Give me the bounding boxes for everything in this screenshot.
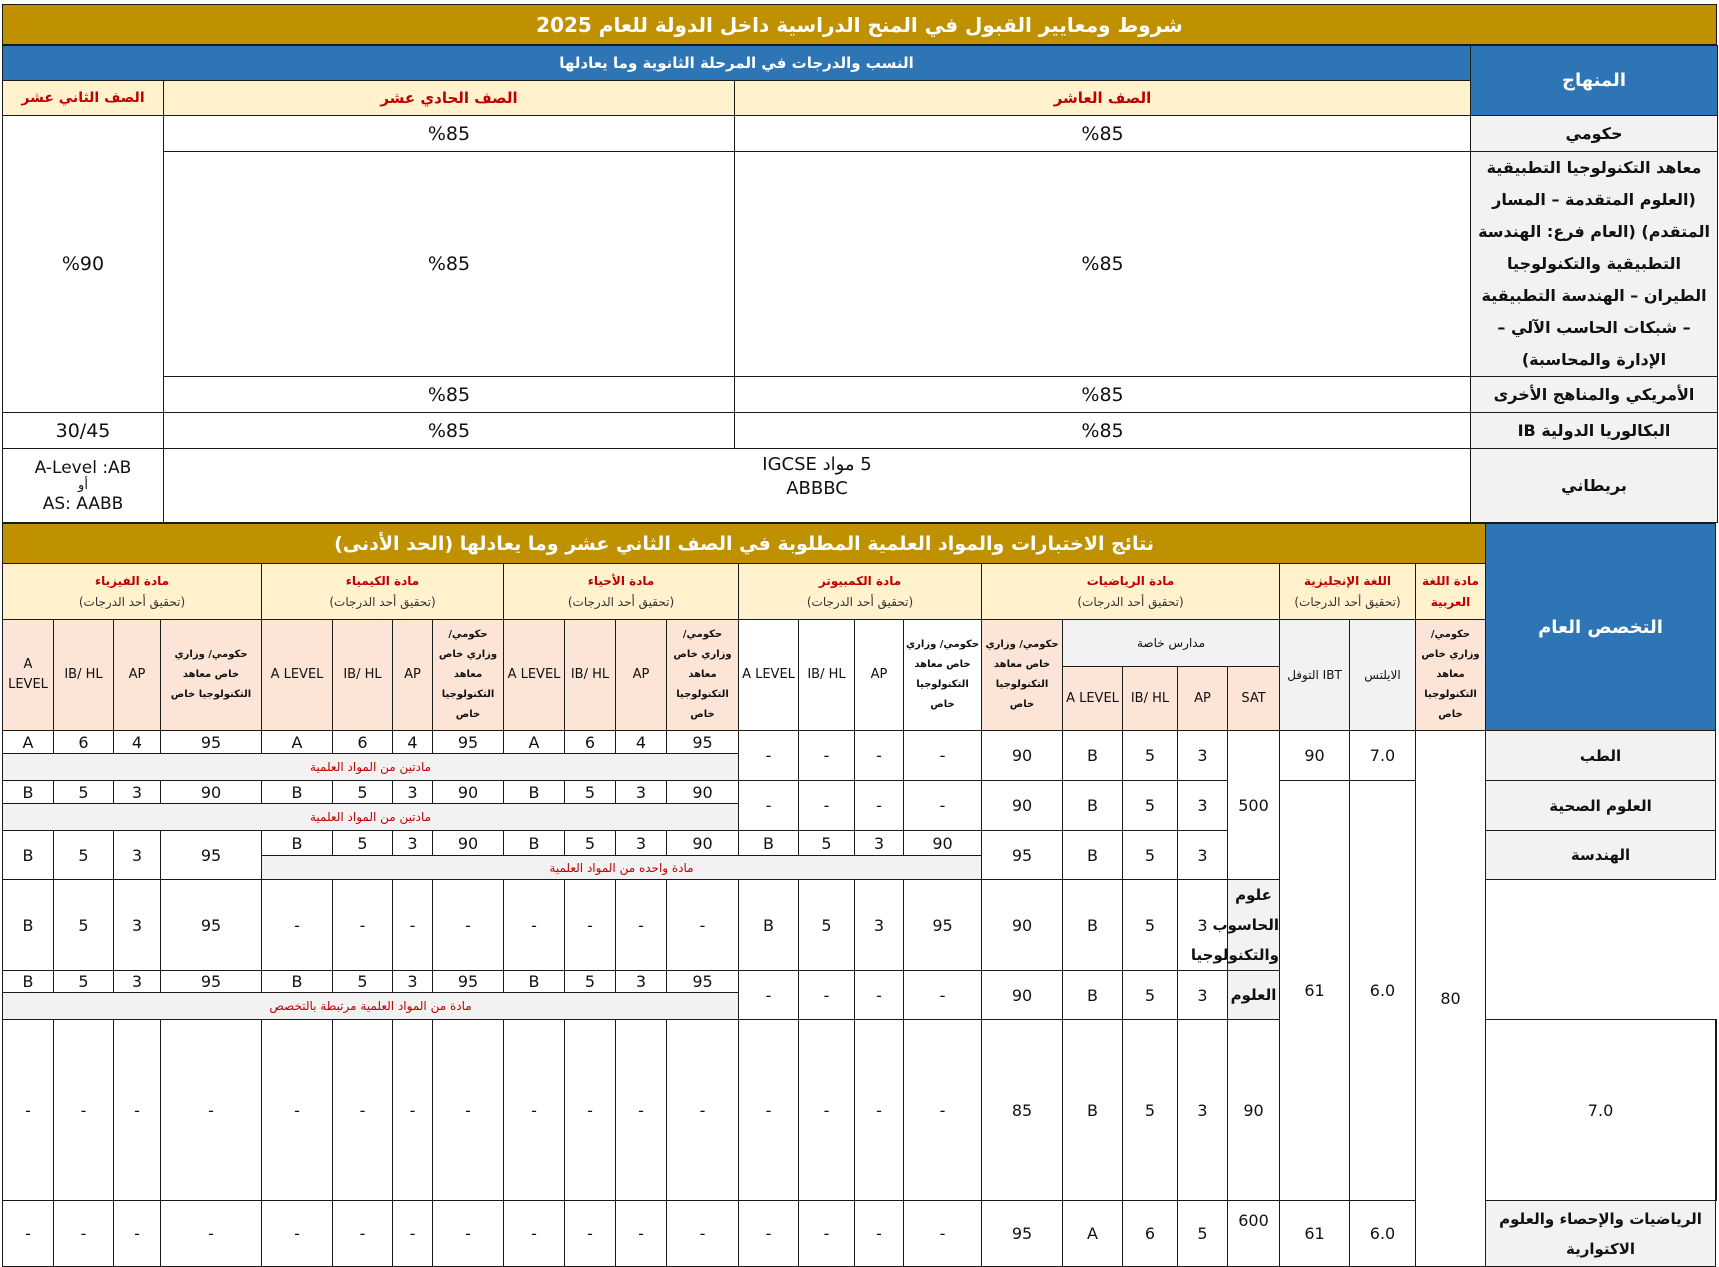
check-one-note: (تحقيق أحد الدرجات) [78,594,186,609]
physics-gov: - [161,1201,262,1267]
math-alevel: B [1063,1020,1123,1201]
computer-ap: 3 [855,880,904,971]
chemistry-gov: - [433,1201,504,1267]
specialty-medicine: الطب [1486,731,1716,781]
math-ap: 3 [1178,1020,1228,1201]
col-gov: حكومي/ وزاري خاص معاهد التكنولوجيا خاص [982,620,1063,731]
chemistry-alevel: - [262,1201,333,1267]
chemistry-ibhl: 6 [333,731,393,754]
physics-ap: 4 [114,731,161,754]
note-two-sciences: مادتين من المواد العلمية [3,754,739,781]
biology-ibhl: 5 [565,971,616,993]
physics-gov: 90 [161,781,262,804]
math-header [982,564,1280,620]
check-one-note: (تحقيق أحد الدرجات) [806,594,914,609]
computer-alevel: - [739,731,799,781]
physics-ibhl: 5 [54,781,114,804]
math-ibhl: 5 [1123,781,1178,831]
toefl-value: 61 [1280,781,1350,1201]
note-one-science: مادة واحده من المواد العلمية [262,856,982,880]
col-private-schools: مدارس خاصة [1063,620,1280,667]
physics-gov: 95 [161,831,262,880]
col-toefl: التوفل IBT [1280,620,1350,731]
ielts-value: 7.0 [1486,1020,1716,1201]
value-cell: 30/45 [3,413,164,449]
computer-alevel: B [739,831,799,856]
grade11-header: الصف الحادي عشر [164,81,735,116]
biology-ap: 4 [616,731,667,754]
biology-ibhl: - [565,1201,616,1267]
biology-ibhl: 5 [565,831,616,856]
physics-ap: 3 [114,971,161,993]
biology-alevel: B [504,971,565,993]
curriculum-tech-institutes: معاهد التكنولوجيا التطبيقية (العلوم المتقدمة – المسار المتقدم) (العام فرع: الهندسة التطبيقية والتكنولوجيا الطيران – الهندسة التطبيقية – شبكات الحاسب الآلي – الإدارة والمحاسبة) [1471,152,1718,377]
col-sat: SAT [1228,667,1280,731]
tests-table [2,523,1717,1267]
english-header [1280,564,1416,620]
chemistry-title: مادة الكيمياء [345,573,420,588]
col-gov: حكومي/ وزاري خاص معاهد التكنولوجيا خاص [1416,620,1486,731]
biology-gov: - [667,1201,739,1267]
physics-ibhl: - [54,1020,114,1201]
english-title: اللغة الإنجليزية [1304,573,1391,588]
chemistry-alevel: - [262,880,333,971]
arabic-value: 80 [1416,731,1486,1267]
col-ap: AP [855,620,904,731]
col-gov: حكومي/ وزاري خاص معاهد التكنولوجيا خاص [904,620,982,731]
physics-ap: 3 [114,831,161,880]
physics-header [3,564,262,620]
biology-ap: - [616,1020,667,1201]
grades-header: النسب والدرجات في المرحلة الثانوية وما يعادلها [3,46,1471,81]
value-cell: %85 [164,377,735,413]
computer-gov: - [904,731,982,781]
physics-ibhl: 6 [54,731,114,754]
computer-gov: - [904,1201,982,1267]
curriculum-ib: البكالوريا الدولية IB [1471,413,1718,449]
specialty-label: التخصص العام [1486,524,1716,731]
computer-ap: - [855,1201,904,1267]
math-alevel: B [1063,731,1123,781]
check-one-note: (تحقيق أحد الدرجات) [1077,594,1184,609]
chemistry-ap: 3 [393,781,433,804]
specialty-sciences: العلوم [1228,971,1280,1020]
computer-ap: - [855,781,904,831]
math-gov: 90 [982,781,1063,831]
physics-alevel: A [3,731,54,754]
british-grade12 [3,449,164,523]
igcse-line1: 5 مواد IGCSE [762,454,872,475]
value-cell: %85 [735,413,1471,449]
math-ibhl: 5 [1123,731,1178,781]
math-gov: 90 [982,880,1063,971]
col-ap: AP [1178,667,1228,731]
biology-ibhl: - [565,880,616,971]
biology-gov: 95 [667,731,739,754]
math-alevel: A [1063,1201,1123,1267]
computer-ibhl: - [799,781,855,831]
col-alevel: A LEVEL [3,620,54,731]
biology-alevel: B [504,831,565,856]
math-ibhl: 5 [1123,831,1178,880]
chemistry-ap: - [393,1020,433,1201]
chemistry-ibhl: - [333,1201,393,1267]
math-alevel: B [1063,971,1123,1020]
chemistry-ibhl: 5 [333,781,393,804]
math-ibhl: 5 [1123,880,1178,971]
chemistry-ibhl: - [333,880,393,971]
table-row [3,449,1718,523]
biology-gov: - [667,880,739,971]
col-gov: حكومي/ وزاري خاص معاهد التكنولوجيا خاص [161,620,262,731]
grades-table [2,45,1718,523]
biology-header [504,564,739,620]
chemistry-alevel: A [262,731,333,754]
col-alevel: A LEVEL [262,620,333,731]
toefl-value: 90 [1228,1020,1280,1201]
computer-ap: - [855,1020,904,1201]
physics-ap: 3 [114,781,161,804]
or-text: أو [78,477,88,493]
col-alevel: A LEVEL [739,620,799,731]
specialty-social [1716,1020,1717,1201]
table-row [3,377,1718,413]
physics-alevel: - [3,1201,54,1267]
computer-ibhl: 5 [799,880,855,971]
biology-alevel: B [504,781,565,804]
title-table [2,4,1717,45]
math-gov: 90 [982,731,1063,781]
computer-alevel: - [739,971,799,1020]
math-alevel: B [1063,831,1123,880]
physics-ap: 3 [114,880,161,971]
tests-header: نتائج الاختبارات والمواد العلمية المطلوبة في الصف الثاني عشر وما يعادلها (الحد الأدنى) [3,524,1486,564]
physics-gov: 95 [161,880,262,971]
computer-gov: 90 [904,831,982,856]
chemistry-ap: - [393,1201,433,1267]
col-alevel: A LEVEL [504,620,565,731]
math-gov: 95 [982,1201,1063,1267]
chemistry-gov: 95 [433,971,504,993]
biology-title: مادة الأحياء [587,573,655,588]
math-alevel: B [1063,880,1123,971]
biology-alevel: - [504,1201,565,1267]
computer-ibhl: - [799,1201,855,1267]
physics-gov: 95 [161,971,262,993]
grade12-shared-value: %90 [3,116,164,413]
chemistry-gov: - [433,880,504,971]
note-two-sciences: مادتين من المواد العلمية [3,804,739,831]
chemistry-ap: 3 [393,831,433,856]
specialty-engineering: الهندسة [1486,831,1716,880]
biology-alevel: - [504,1020,565,1201]
table-row [3,413,1718,449]
chemistry-alevel: B [262,831,333,856]
chemistry-gov: 90 [433,831,504,856]
chemistry-alevel: B [262,971,333,993]
biology-ap: 3 [616,831,667,856]
sat-500: 500 [1228,731,1280,880]
computer-gov: - [904,971,982,1020]
col-gov: حكومي/ وزاري خاص معاهد التكنولوجيا خاص [667,620,739,731]
grade12-header: الصف الثاني عشر [3,81,164,116]
chemistry-header [262,564,504,620]
ielts-value: 7.0 [1350,731,1416,781]
page-title: شروط ومعايير القبول في المنح الدراسية داخل الدولة للعام 2025 [3,5,1717,45]
biology-gov: 90 [667,781,739,804]
chemistry-gov: 95 [433,731,504,754]
british-igcse [164,449,1471,523]
math-ap: 3 [1178,880,1228,971]
col-alevel: A LEVEL [1063,667,1123,731]
computer-gov: - [904,1020,982,1201]
chemistry-ap: 3 [393,971,433,993]
grade10-header: الصف العاشر [735,81,1471,116]
specialty-computer: علوم الحاسوب والتكنولوجيا [1228,880,1280,971]
value-cell: %85 [164,152,735,377]
note-related-science: مادة من المواد العلمية مرتبطة بالتخصص [3,993,739,1020]
computer-alevel: B [739,880,799,971]
math-title: مادة الرياضيات [1086,573,1175,588]
biology-ap: 3 [616,781,667,804]
biology-ibhl: 6 [565,731,616,754]
ielts-value: 6.0 [1350,1201,1416,1267]
col-ap: AP [393,620,433,731]
biology-ap: 3 [616,971,667,993]
math-gov: 90 [982,971,1063,1020]
computer-gov: - [904,781,982,831]
computer-title: مادة الكمبيوتر [818,573,902,588]
math-ap: 3 [1178,781,1228,831]
physics-ibhl: 5 [54,880,114,971]
physics-alevel: B [3,781,54,804]
curriculum-label: المنهاج [1471,46,1718,116]
math-alevel: B [1063,781,1123,831]
ielts-value: 6.0 [1350,781,1416,1201]
computer-alevel: - [739,1201,799,1267]
col-ibhl: IB/ HL [1123,667,1178,731]
value-cell: %85 [735,377,1471,413]
as-text: AS: AABB [42,493,124,514]
math-ap: 3 [1178,971,1228,1020]
physics-title: مادة الفيزياء [94,573,170,588]
biology-ap: - [616,880,667,971]
physics-alevel: B [3,831,54,880]
computer-ap: - [855,971,904,1020]
value-cell: %85 [735,116,1471,152]
igcse-line2: ABBBC [786,478,848,499]
curriculum-british: بريطاني [1471,449,1718,523]
chemistry-ibhl: - [333,1020,393,1201]
curriculum-government: حكومي [1471,116,1718,152]
math-ap: 3 [1178,731,1228,781]
value-cell: %85 [164,116,735,152]
computer-ibhl: 5 [799,831,855,856]
physics-ibhl: 5 [54,831,114,880]
math-ap: 3 [1178,831,1228,880]
col-ibhl: IB/ HL [333,620,393,731]
chemistry-alevel: - [262,1020,333,1201]
physics-ibhl: 5 [54,971,114,993]
chemistry-ap: - [393,880,433,971]
sat-600: 600 [1228,1201,1280,1267]
biology-gov: 90 [667,831,739,856]
chemistry-gov: 90 [433,781,504,804]
table-row [3,152,1718,377]
math-ap: 5 [1178,1201,1228,1267]
biology-ap: - [616,1201,667,1267]
check-one-note: (تحقيق أحد الدرجات) [329,594,436,609]
toefl-value: 61 [1280,1201,1350,1267]
table-row [3,116,1718,152]
computer-ibhl: - [799,971,855,1020]
col-ap: AP [616,620,667,731]
chemistry-gov: - [433,1020,504,1201]
physics-alevel: - [3,1020,54,1201]
col-ap: AP [114,620,161,731]
biology-alevel: - [504,880,565,971]
physics-ibhl: - [54,1201,114,1267]
curriculum-american: الأمريكي والمناهج الأخرى [1471,377,1718,413]
computer-gov: 95 [904,880,982,971]
arabic-header: مادة اللغة العربية [1416,564,1486,620]
math-ibhl: 5 [1123,1020,1178,1201]
math-gov: 95 [982,831,1063,880]
table-row [3,731,1717,754]
math-ibhl: 5 [1123,971,1178,1020]
computer-ap: 3 [855,831,904,856]
chemistry-alevel: B [262,781,333,804]
check-one-note: (تحقيق أحد الدرجات) [1294,594,1401,609]
chemistry-ap: 4 [393,731,433,754]
biology-alevel: A [504,731,565,754]
computer-ibhl: - [799,731,855,781]
computer-ap: - [855,731,904,781]
specialty-math: الرياضيات والإحصاء والعلوم الاكتوارية [1486,1201,1716,1267]
physics-alevel: B [3,880,54,971]
computer-ibhl: - [799,1020,855,1201]
alevel-text: A-Level :AB [34,457,132,478]
math-ibhl: 6 [1123,1201,1178,1267]
physics-ap: - [114,1201,161,1267]
chemistry-ibhl: 5 [333,831,393,856]
computer-alevel: - [739,781,799,831]
value-cell: %85 [735,152,1471,377]
value-cell: %85 [164,413,735,449]
col-ibhl: IB/ HL [799,620,855,731]
col-ielts: الايلتس [1350,620,1416,731]
col-ibhl: IB/ HL [565,620,616,731]
biology-ibhl: - [565,1020,616,1201]
computer-header [739,564,982,620]
biology-ibhl: 5 [565,781,616,804]
physics-gov: 95 [161,731,262,754]
computer-alevel: - [739,1020,799,1201]
math-gov: 85 [982,1020,1063,1201]
col-ibhl: IB/ HL [54,620,114,731]
physics-ap: - [114,1020,161,1201]
check-one-note: (تحقيق أحد الدرجات) [567,594,675,609]
admission-document [2,4,1717,1267]
col-gov: حكومي/ وزاري خاص معاهد التكنولوجيا خاص [433,620,504,731]
specialty-health: العلوم الصحية [1486,781,1716,831]
biology-gov: - [667,1020,739,1201]
physics-gov: - [161,1020,262,1201]
physics-alevel: B [3,971,54,993]
chemistry-ibhl: 5 [333,971,393,993]
biology-gov: 95 [667,971,739,993]
toefl-value: 90 [1280,731,1350,781]
